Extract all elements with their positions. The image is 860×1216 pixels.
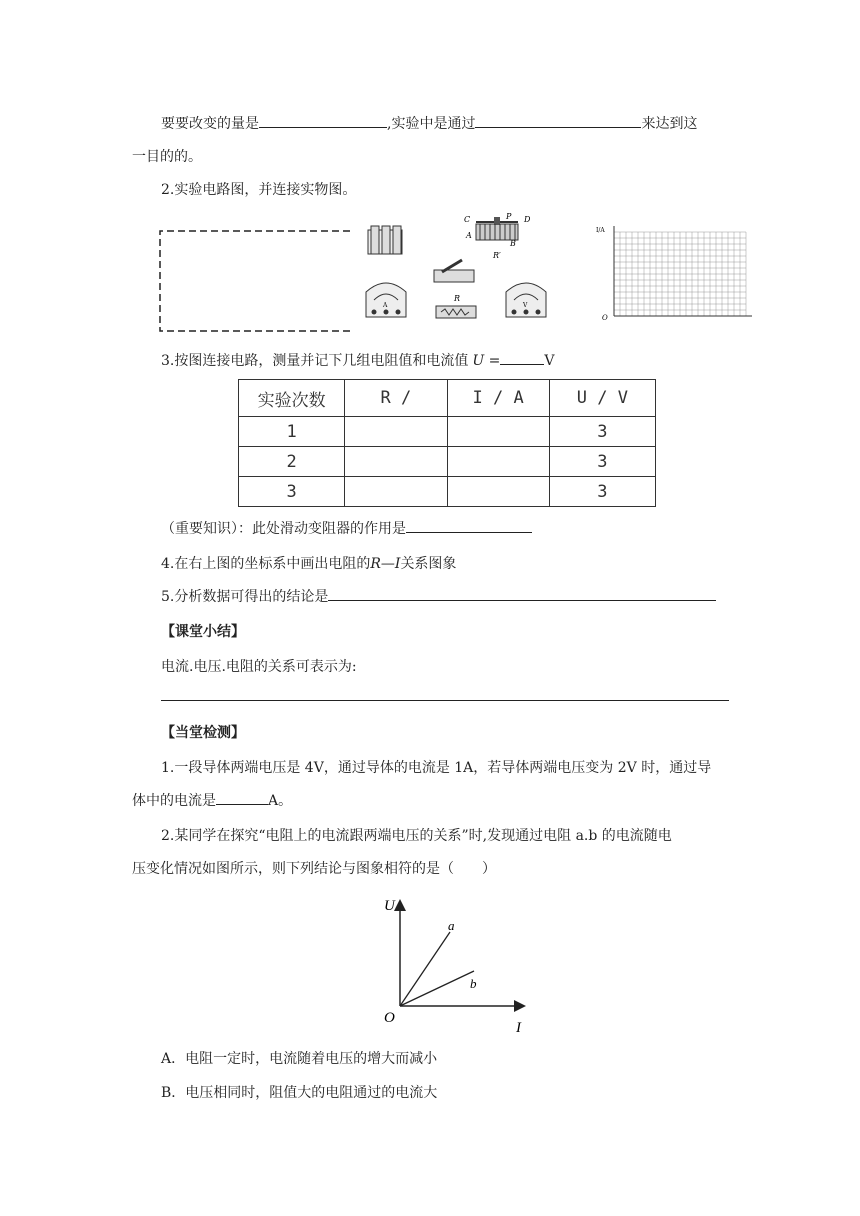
question-3 xyxy=(161,350,554,370)
voltmeter-icon xyxy=(506,283,546,317)
table-header-cell: 实验次数 xyxy=(239,380,345,417)
table-row xyxy=(239,447,656,477)
text-q3b: = xyxy=(484,353,501,369)
table-input-cell[interactable] xyxy=(345,417,447,447)
text-key: （重要知识）：此处滑动变阻器的作用是 xyxy=(161,521,406,537)
question-4 xyxy=(161,553,456,573)
table-cell: 3 xyxy=(549,447,655,477)
table-cell: 1 xyxy=(239,417,345,447)
switch-icon xyxy=(434,260,474,282)
test-2-line-1: 2.某同学在探究“电阻上的电流跟两端电压的关系”时,发现通过电阻 a.b 的电流随电 xyxy=(161,828,672,844)
apparatus-picture xyxy=(358,212,558,332)
conclusion-blank[interactable] xyxy=(328,586,716,601)
text-q4a: 4.在右上图的坐标系中画出电阻的 xyxy=(161,556,371,572)
table-input-cell[interactable] xyxy=(447,477,549,507)
question-2: 2.实验电路图，并连接实物图。 xyxy=(161,182,357,198)
summary-answer-line[interactable] xyxy=(161,700,729,701)
label-a: A xyxy=(466,231,472,240)
answer-blank-1[interactable] xyxy=(259,113,387,128)
rheostat-icon xyxy=(476,217,518,240)
test-2-line-2: 压变化情况如图所示，则下列结论与图象相符的是（ ） xyxy=(132,861,496,877)
table-cell: 3 xyxy=(549,417,655,447)
text-q5: 5.分析数据可得出的结论是 xyxy=(161,589,329,605)
table-cell: 3 xyxy=(239,477,345,507)
table-header-cell: R / xyxy=(345,380,447,417)
label-line-b: b xyxy=(470,976,477,991)
ui-ylabel: U xyxy=(384,898,395,914)
test-1-line-2 xyxy=(132,790,292,810)
table-header-row xyxy=(239,380,656,417)
grid-ylabel: I/A xyxy=(596,227,605,234)
grid-origin: O xyxy=(602,314,608,322)
option-a[interactable]: A．电阻一定时，电流随着电压的增大而减小 xyxy=(161,1051,438,1067)
text-q4b: 关系图象 xyxy=(400,556,457,572)
question-line-1 xyxy=(161,113,697,133)
label-c: C xyxy=(464,215,471,224)
key-knowledge xyxy=(161,518,532,538)
resistor-icon xyxy=(436,294,476,318)
text-q3u: U xyxy=(472,353,485,369)
battery-icon xyxy=(368,226,402,254)
table-input-cell[interactable] xyxy=(345,477,447,507)
text-t1b: 体中的电流是 xyxy=(132,793,216,809)
current-blank[interactable] xyxy=(216,790,268,805)
table-row xyxy=(239,417,656,447)
ui-origin: O xyxy=(384,1010,395,1026)
table-input-cell[interactable] xyxy=(447,447,549,477)
label-b: B xyxy=(510,239,516,248)
table-header-cell: I / A xyxy=(447,380,549,417)
text-l1b: ,实验中是通过 xyxy=(387,116,476,132)
text-q3c: V xyxy=(544,353,555,369)
table-input-cell[interactable] xyxy=(447,417,549,447)
summary-title: 【课堂小结】 xyxy=(161,624,245,640)
text-l1c: 来达到这 xyxy=(641,116,698,132)
label-ammeter: A xyxy=(383,302,388,309)
voltage-blank[interactable] xyxy=(500,350,544,365)
ammeter-icon xyxy=(366,283,406,317)
data-table xyxy=(238,379,656,507)
text-t1c: A。 xyxy=(268,793,293,809)
label-d: D xyxy=(524,215,531,224)
option-b[interactable]: B．电压相同时，阻值大的电阻通过的电流大 xyxy=(161,1085,438,1101)
text-l1a: 要要改变的量是 xyxy=(161,116,259,132)
label-r: R xyxy=(454,294,461,303)
text-q4r: R—I xyxy=(370,556,401,572)
table-input-cell[interactable] xyxy=(345,447,447,477)
label-rprime: R′ xyxy=(493,251,501,260)
table-cell: 3 xyxy=(549,477,655,507)
u-i-graph xyxy=(378,888,540,1036)
label-line-a: a xyxy=(448,918,455,933)
ui-xlabel: I xyxy=(516,1020,521,1036)
test-title: 【当堂检测】 xyxy=(161,725,245,741)
table-header-cell: U / V xyxy=(549,380,655,417)
label-voltmeter: V xyxy=(523,302,528,309)
summary-text: 电流.电压.电阻的关系可表示为: xyxy=(161,659,357,675)
table-cell: 2 xyxy=(239,447,345,477)
text-q3a: 3.按图连接电路，测量并记下几组电阻值和电流值 xyxy=(161,353,469,369)
line-a xyxy=(400,932,450,1006)
grid-graph xyxy=(592,220,758,322)
answer-blank-2[interactable] xyxy=(475,113,641,128)
rheostat-role-blank[interactable] xyxy=(406,518,532,533)
question-line-2: 一目的的。 xyxy=(132,149,202,165)
table-row xyxy=(239,477,656,507)
test-1-line-1: 1.一段导体两端电压是 4V，通过导体的电流是 1A，若导体两端电压变为 2V 时，通过导 xyxy=(161,760,712,776)
label-p: P xyxy=(506,212,512,221)
question-5 xyxy=(161,586,716,606)
circuit-drawing-area[interactable] xyxy=(156,228,356,334)
